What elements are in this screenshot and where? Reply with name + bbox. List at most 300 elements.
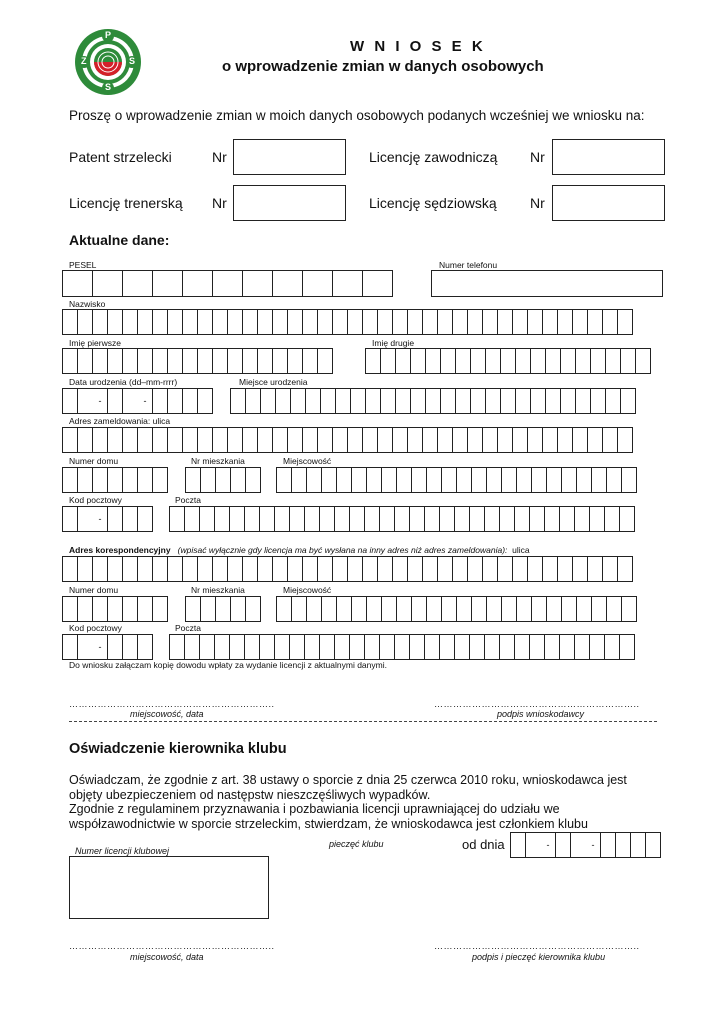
char-cell[interactable]	[107, 348, 123, 374]
char-cell[interactable]	[287, 556, 303, 582]
char-cell[interactable]	[349, 506, 365, 532]
char-cell[interactable]	[335, 388, 351, 414]
char-cell[interactable]	[122, 427, 138, 453]
char-cell[interactable]	[545, 348, 561, 374]
char-cell[interactable]	[516, 467, 532, 493]
char-cell[interactable]	[527, 556, 543, 582]
char-cell[interactable]	[306, 596, 322, 622]
char-cell[interactable]	[381, 467, 397, 493]
char-cell[interactable]	[302, 270, 333, 297]
char-cell[interactable]	[500, 348, 516, 374]
char-cell[interactable]	[381, 596, 397, 622]
char-cell[interactable]	[332, 556, 348, 582]
char-cell[interactable]	[244, 506, 260, 532]
patent-number-field[interactable]	[233, 139, 346, 175]
char-cell[interactable]	[516, 596, 532, 622]
char-cell[interactable]	[559, 506, 575, 532]
char-cell[interactable]	[229, 506, 245, 532]
char-cell[interactable]	[439, 506, 455, 532]
char-cell[interactable]	[602, 556, 618, 582]
char-cell[interactable]	[440, 388, 456, 414]
char-cell[interactable]	[122, 556, 138, 582]
char-cell[interactable]	[212, 270, 243, 297]
char-cell[interactable]	[62, 348, 78, 374]
char-cell[interactable]	[602, 427, 618, 453]
char-cell[interactable]	[409, 506, 425, 532]
char-cell[interactable]	[137, 506, 153, 532]
char-cell[interactable]	[321, 596, 337, 622]
char-cell[interactable]	[137, 556, 153, 582]
char-cell[interactable]	[197, 388, 213, 414]
char-cell[interactable]	[542, 427, 558, 453]
char-cell[interactable]	[304, 506, 320, 532]
char-cell[interactable]	[227, 348, 243, 374]
char-cell[interactable]	[137, 634, 153, 660]
char-cell[interactable]	[257, 348, 273, 374]
char-cell[interactable]	[515, 388, 531, 414]
char-cell[interactable]	[317, 309, 333, 335]
char-cell[interactable]	[575, 388, 591, 414]
char-cell[interactable]	[260, 388, 276, 414]
char-cell[interactable]	[227, 309, 243, 335]
char-cell[interactable]	[455, 348, 471, 374]
char-cell[interactable]	[469, 506, 485, 532]
char-cell[interactable]	[214, 506, 230, 532]
char-cell[interactable]	[137, 596, 153, 622]
char-cell[interactable]	[182, 388, 198, 414]
char-cell[interactable]	[456, 596, 472, 622]
char-cell[interactable]	[591, 596, 607, 622]
char-cell[interactable]	[366, 596, 382, 622]
club-license-field[interactable]	[69, 856, 269, 919]
char-cell[interactable]	[245, 596, 261, 622]
char-cell[interactable]	[377, 556, 393, 582]
char-cell[interactable]	[304, 634, 320, 660]
correspondence-street-field[interactable]	[62, 556, 632, 582]
char-cell[interactable]	[546, 467, 562, 493]
char-cell[interactable]	[152, 427, 168, 453]
char-cell[interactable]	[437, 556, 453, 582]
char-cell[interactable]	[484, 634, 500, 660]
char-cell[interactable]	[501, 596, 517, 622]
char-cell[interactable]	[392, 427, 408, 453]
char-cell[interactable]	[92, 427, 108, 453]
char-cell[interactable]	[467, 309, 483, 335]
char-cell[interactable]	[302, 348, 318, 374]
char-cell[interactable]	[469, 634, 485, 660]
char-cell[interactable]	[167, 388, 183, 414]
char-cell[interactable]	[259, 506, 275, 532]
char-cell[interactable]	[590, 388, 606, 414]
char-cell[interactable]	[137, 309, 153, 335]
char-cell[interactable]	[407, 309, 423, 335]
char-cell[interactable]	[587, 556, 603, 582]
char-cell[interactable]	[152, 270, 183, 297]
second-name-field[interactable]	[365, 348, 650, 374]
char-cell[interactable]	[394, 506, 410, 532]
char-cell[interactable]	[422, 427, 438, 453]
char-cell[interactable]	[471, 467, 487, 493]
char-cell[interactable]	[182, 427, 198, 453]
char-cell[interactable]	[274, 634, 290, 660]
char-cell[interactable]	[482, 556, 498, 582]
char-cell[interactable]	[200, 596, 216, 622]
char-cell[interactable]	[77, 467, 93, 493]
char-cell[interactable]	[317, 348, 333, 374]
char-cell[interactable]	[380, 348, 396, 374]
char-cell[interactable]	[452, 427, 468, 453]
char-cell[interactable]	[467, 427, 483, 453]
char-cell[interactable]	[347, 556, 363, 582]
char-cell[interactable]	[546, 596, 562, 622]
char-cell[interactable]	[467, 556, 483, 582]
char-cell[interactable]	[544, 506, 560, 532]
char-cell[interactable]	[424, 506, 440, 532]
char-cell[interactable]	[560, 348, 576, 374]
char-cell[interactable]	[574, 634, 590, 660]
char-cell[interactable]	[425, 348, 441, 374]
corr-city-field[interactable]	[276, 596, 636, 622]
char-cell[interactable]	[602, 309, 618, 335]
char-cell[interactable]	[152, 467, 168, 493]
char-cell[interactable]	[617, 427, 633, 453]
char-cell[interactable]	[245, 388, 261, 414]
char-cell[interactable]	[587, 427, 603, 453]
char-cell[interactable]	[557, 427, 573, 453]
char-cell[interactable]	[620, 388, 636, 414]
char-cell[interactable]	[589, 634, 605, 660]
char-cell[interactable]	[605, 388, 621, 414]
char-cell[interactable]	[62, 506, 78, 532]
char-cell[interactable]	[332, 270, 363, 297]
char-cell[interactable]	[570, 832, 586, 858]
char-cell[interactable]	[617, 309, 633, 335]
char-cell[interactable]	[77, 556, 93, 582]
char-cell[interactable]	[411, 467, 427, 493]
char-cell[interactable]	[137, 467, 153, 493]
char-cell[interactable]	[555, 832, 571, 858]
char-cell[interactable]	[392, 556, 408, 582]
char-cell[interactable]	[197, 556, 213, 582]
char-cell[interactable]	[291, 467, 307, 493]
char-cell[interactable]	[62, 556, 78, 582]
char-cell[interactable]	[561, 596, 577, 622]
char-cell[interactable]	[525, 832, 541, 858]
char-cell[interactable]	[515, 348, 531, 374]
char-cell[interactable]	[531, 596, 547, 622]
char-cell[interactable]	[276, 467, 292, 493]
char-cell[interactable]	[604, 506, 620, 532]
char-cell[interactable]	[351, 596, 367, 622]
char-cell[interactable]	[587, 309, 603, 335]
char-cell[interactable]	[259, 634, 275, 660]
char-cell[interactable]	[302, 427, 318, 453]
char-cell[interactable]	[197, 427, 213, 453]
birth-date-field[interactable]	[62, 388, 212, 414]
char-cell[interactable]	[212, 348, 228, 374]
char-cell[interactable]	[407, 427, 423, 453]
char-cell[interactable]	[530, 388, 546, 414]
char-cell[interactable]	[152, 309, 168, 335]
char-cell[interactable]	[514, 634, 530, 660]
char-cell[interactable]	[576, 596, 592, 622]
char-cell[interactable]	[336, 596, 352, 622]
char-cell[interactable]	[230, 596, 246, 622]
char-cell[interactable]	[77, 596, 93, 622]
char-cell[interactable]	[572, 427, 588, 453]
char-cell[interactable]	[559, 634, 575, 660]
char-cell[interactable]	[527, 427, 543, 453]
char-cell[interactable]	[561, 467, 577, 493]
char-cell[interactable]	[272, 427, 288, 453]
corr-post-office-field[interactable]	[169, 634, 634, 660]
char-cell[interactable]	[272, 270, 303, 297]
corr-house-number-field[interactable]	[62, 596, 167, 622]
char-cell[interactable]	[635, 348, 651, 374]
char-cell[interactable]	[77, 427, 93, 453]
address-street-field[interactable]	[62, 427, 632, 453]
char-cell[interactable]	[62, 596, 78, 622]
char-cell[interactable]	[107, 388, 123, 414]
char-cell[interactable]	[350, 388, 366, 414]
first-name-field[interactable]	[62, 348, 332, 374]
char-cell[interactable]	[497, 556, 513, 582]
char-cell[interactable]	[527, 309, 543, 335]
char-cell[interactable]	[287, 348, 303, 374]
char-cell[interactable]	[257, 427, 273, 453]
post-office-field[interactable]	[169, 506, 634, 532]
char-cell[interactable]	[365, 388, 381, 414]
char-cell[interactable]	[334, 634, 350, 660]
char-cell[interactable]	[454, 634, 470, 660]
char-cell[interactable]	[471, 596, 487, 622]
char-cell[interactable]	[77, 634, 93, 660]
char-cell[interactable]	[410, 388, 426, 414]
char-cell[interactable]	[409, 634, 425, 660]
char-cell[interactable]	[407, 556, 423, 582]
char-cell[interactable]	[317, 427, 333, 453]
char-cell[interactable]	[470, 348, 486, 374]
char-cell[interactable]	[62, 309, 78, 335]
char-cell[interactable]	[62, 388, 78, 414]
char-cell[interactable]	[544, 634, 560, 660]
char-cell[interactable]	[437, 427, 453, 453]
char-cell[interactable]	[77, 506, 93, 532]
char-cell[interactable]	[272, 309, 288, 335]
char-cell[interactable]	[212, 309, 228, 335]
char-cell[interactable]	[184, 634, 200, 660]
char-cell[interactable]	[62, 467, 78, 493]
char-cell[interactable]	[197, 348, 213, 374]
char-cell[interactable]	[486, 596, 502, 622]
char-cell[interactable]	[291, 596, 307, 622]
char-cell[interactable]	[362, 556, 378, 582]
char-cell[interactable]	[62, 634, 78, 660]
char-cell[interactable]	[199, 506, 215, 532]
char-cell[interactable]	[512, 309, 528, 335]
char-cell[interactable]	[619, 506, 635, 532]
char-cell[interactable]	[395, 348, 411, 374]
char-cell[interactable]	[257, 556, 273, 582]
char-cell[interactable]	[377, 309, 393, 335]
char-cell[interactable]	[531, 467, 547, 493]
char-cell[interactable]	[542, 556, 558, 582]
char-cell[interactable]	[557, 556, 573, 582]
char-cell[interactable]	[615, 832, 631, 858]
char-cell[interactable]	[530, 348, 546, 374]
corr-flat-number-field[interactable]	[185, 596, 260, 622]
char-cell[interactable]	[167, 427, 183, 453]
char-cell[interactable]	[621, 467, 637, 493]
char-cell[interactable]	[152, 596, 168, 622]
char-cell[interactable]	[230, 467, 246, 493]
char-cell[interactable]	[630, 832, 646, 858]
char-cell[interactable]	[122, 506, 138, 532]
char-cell[interactable]	[362, 270, 393, 297]
char-cell[interactable]	[107, 596, 123, 622]
char-cell[interactable]	[107, 556, 123, 582]
char-cell[interactable]	[545, 388, 561, 414]
char-cell[interactable]	[272, 348, 288, 374]
char-cell[interactable]	[287, 427, 303, 453]
char-cell[interactable]	[167, 556, 183, 582]
char-cell[interactable]	[275, 388, 291, 414]
char-cell[interactable]	[600, 832, 616, 858]
char-cell[interactable]	[306, 467, 322, 493]
char-cell[interactable]	[152, 388, 168, 414]
char-cell[interactable]	[321, 467, 337, 493]
postal-code-field[interactable]	[62, 506, 152, 532]
birth-place-field[interactable]	[230, 388, 635, 414]
surname-field[interactable]	[62, 309, 632, 335]
char-cell[interactable]	[122, 348, 138, 374]
char-cell[interactable]	[182, 270, 213, 297]
char-cell[interactable]	[606, 467, 622, 493]
char-cell[interactable]	[617, 556, 633, 582]
char-cell[interactable]	[107, 467, 123, 493]
char-cell[interactable]	[122, 467, 138, 493]
char-cell[interactable]	[332, 309, 348, 335]
char-cell[interactable]	[426, 596, 442, 622]
char-cell[interactable]	[274, 506, 290, 532]
char-cell[interactable]	[122, 596, 138, 622]
char-cell[interactable]	[439, 634, 455, 660]
char-cell[interactable]	[185, 596, 201, 622]
char-cell[interactable]	[212, 427, 228, 453]
char-cell[interactable]	[77, 309, 93, 335]
char-cell[interactable]	[497, 427, 513, 453]
char-cell[interactable]	[107, 506, 123, 532]
char-cell[interactable]	[529, 506, 545, 532]
char-cell[interactable]	[606, 596, 622, 622]
char-cell[interactable]	[441, 596, 457, 622]
char-cell[interactable]	[272, 556, 288, 582]
char-cell[interactable]	[379, 634, 395, 660]
char-cell[interactable]	[62, 270, 93, 297]
char-cell[interactable]	[576, 467, 592, 493]
char-cell[interactable]	[152, 348, 168, 374]
phone-field[interactable]	[431, 270, 663, 297]
char-cell[interactable]	[200, 467, 216, 493]
char-cell[interactable]	[364, 506, 380, 532]
char-cell[interactable]	[319, 506, 335, 532]
char-cell[interactable]	[107, 634, 123, 660]
char-cell[interactable]	[332, 427, 348, 453]
char-cell[interactable]	[182, 309, 198, 335]
char-cell[interactable]	[591, 467, 607, 493]
char-cell[interactable]	[425, 388, 441, 414]
char-cell[interactable]	[122, 634, 138, 660]
char-cell[interactable]	[242, 427, 258, 453]
char-cell[interactable]	[245, 467, 261, 493]
char-cell[interactable]	[542, 309, 558, 335]
char-cell[interactable]	[92, 348, 108, 374]
char-cell[interactable]	[77, 388, 93, 414]
char-cell[interactable]	[422, 556, 438, 582]
char-cell[interactable]	[452, 309, 468, 335]
competitor-license-number-field[interactable]	[552, 139, 665, 175]
char-cell[interactable]	[379, 506, 395, 532]
char-cell[interactable]	[289, 506, 305, 532]
char-cell[interactable]	[365, 348, 381, 374]
char-cell[interactable]	[336, 467, 352, 493]
char-cell[interactable]	[229, 634, 245, 660]
char-cell[interactable]	[377, 427, 393, 453]
flat-number-field[interactable]	[185, 467, 260, 493]
char-cell[interactable]	[452, 556, 468, 582]
char-cell[interactable]	[215, 467, 231, 493]
char-cell[interactable]	[454, 506, 470, 532]
char-cell[interactable]	[572, 309, 588, 335]
char-cell[interactable]	[334, 506, 350, 532]
char-cell[interactable]	[347, 309, 363, 335]
char-cell[interactable]	[305, 388, 321, 414]
char-cell[interactable]	[107, 309, 123, 335]
char-cell[interactable]	[122, 309, 138, 335]
char-cell[interactable]	[422, 309, 438, 335]
char-cell[interactable]	[589, 506, 605, 532]
char-cell[interactable]	[455, 388, 471, 414]
char-cell[interactable]	[320, 388, 336, 414]
coach-license-number-field[interactable]	[233, 185, 346, 221]
char-cell[interactable]	[257, 309, 273, 335]
char-cell[interactable]	[122, 270, 153, 297]
char-cell[interactable]	[456, 467, 472, 493]
char-cell[interactable]	[302, 556, 318, 582]
char-cell[interactable]	[362, 309, 378, 335]
char-cell[interactable]	[572, 556, 588, 582]
char-cell[interactable]	[349, 634, 365, 660]
char-cell[interactable]	[62, 427, 78, 453]
char-cell[interactable]	[394, 634, 410, 660]
char-cell[interactable]	[499, 634, 515, 660]
char-cell[interactable]	[137, 348, 153, 374]
char-cell[interactable]	[289, 634, 305, 660]
char-cell[interactable]	[242, 309, 258, 335]
char-cell[interactable]	[366, 467, 382, 493]
char-cell[interactable]	[227, 556, 243, 582]
char-cell[interactable]	[499, 506, 515, 532]
char-cell[interactable]	[199, 634, 215, 660]
char-cell[interactable]	[512, 556, 528, 582]
char-cell[interactable]	[227, 427, 243, 453]
char-cell[interactable]	[182, 348, 198, 374]
char-cell[interactable]	[485, 388, 501, 414]
char-cell[interactable]	[290, 388, 306, 414]
char-cell[interactable]	[364, 634, 380, 660]
char-cell[interactable]	[424, 634, 440, 660]
char-cell[interactable]	[92, 596, 108, 622]
